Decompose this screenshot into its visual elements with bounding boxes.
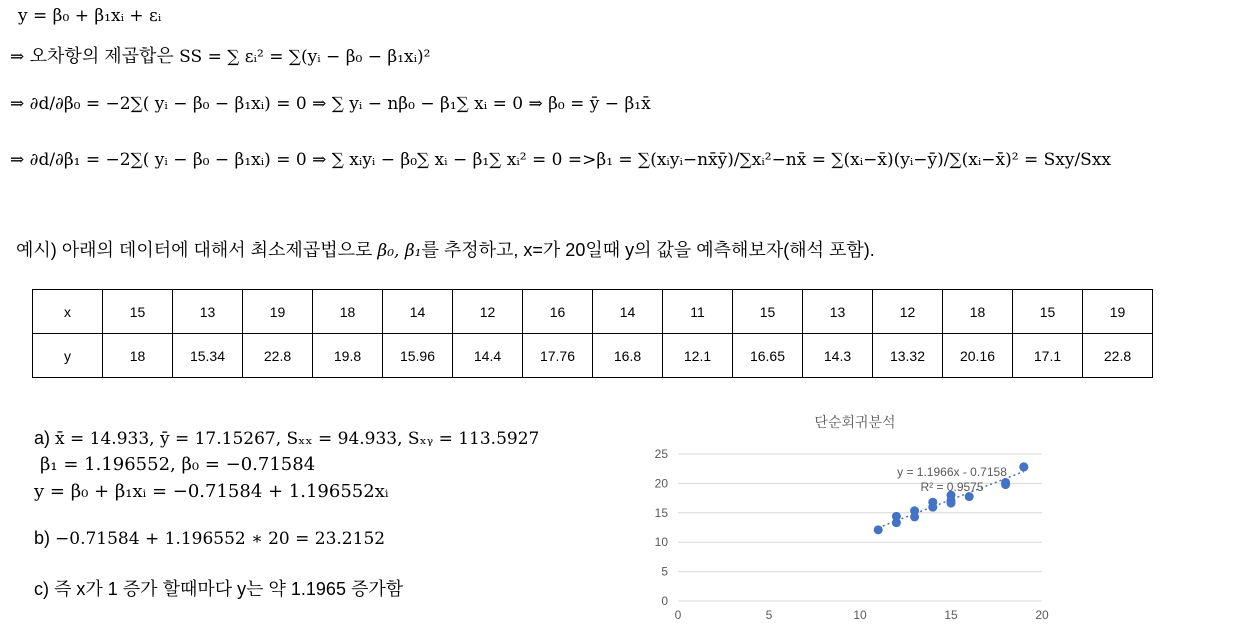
data-point	[928, 498, 937, 507]
y-cell: 15.34	[173, 334, 243, 378]
model-equation: y = β₀ + β₁xᵢ + εᵢ	[18, 6, 162, 26]
answer-b-label: b)	[34, 528, 56, 548]
x-cell: 19	[243, 290, 313, 334]
answer-c-label: c)	[34, 579, 54, 599]
ss-korean-text: 오차항의 제곱합은	[29, 46, 174, 66]
data-point	[910, 512, 919, 521]
y-tick-label: 0	[661, 594, 668, 608]
answer-a-stats: x̄ = 14.933, ȳ = 17.15267, Sₓₓ = 94.933, Sₓᵧ = 113.5927	[55, 429, 540, 449]
answer-a-line3: y = β₀ + β₁xᵢ = −0.71584 + 1.196552xᵢ	[34, 481, 389, 502]
x-cell: 18	[313, 290, 383, 334]
x-cell: 14	[383, 290, 453, 334]
derivative-beta0-equation: ⇒ ∂d/∂β₀ = −2∑( yᵢ − β₀ − β₁xᵢ) = 0 ⇒ ∑ yᵢ − nβ₀ − β₁∑ xᵢ = 0 ⇒ β₀ = ȳ − β₁x̄	[10, 94, 651, 114]
row-header-y: y	[33, 334, 103, 378]
example-params: β₀, β₁	[377, 241, 422, 261]
y-cell: 14.4	[453, 334, 523, 378]
y-cell: 22.8	[243, 334, 313, 378]
trendline-equation: y = 1.1966x - 0.7158	[897, 465, 1007, 479]
example-text-before: 예시) 아래의 데이터에 대해서 최소제곱법으로	[16, 240, 378, 260]
x-tick-label: 10	[853, 608, 867, 622]
chart-title: 단순회귀분석	[814, 414, 896, 430]
data-point	[874, 525, 883, 534]
answer-c	[34, 575, 403, 601]
data-point	[947, 496, 956, 505]
example-prompt	[16, 236, 875, 262]
y-cell: 13.32	[873, 334, 943, 378]
data-point	[892, 518, 901, 527]
y-cell: 12.1	[663, 334, 733, 378]
x-cell: 12	[873, 290, 943, 334]
answer-b-calc: −0.71584 + 1.196552 ∗ 20 = 23.2152	[55, 529, 386, 549]
y-tick-label: 20	[654, 476, 668, 491]
x-cell: 13	[803, 290, 873, 334]
answer-c-text: 즉 x가 1 증가 할때마다 y는 약 1.1965 증가함	[54, 579, 404, 599]
y-cell: 17.1	[1013, 334, 1083, 378]
y-cell: 17.76	[523, 334, 593, 378]
table-row-x	[33, 290, 1153, 334]
example-text-after: 를 추정하고, x=가 20일때 y의 값을 예측해보자(해석 포함).	[421, 240, 875, 260]
implies-arrow: ⇒	[10, 47, 30, 67]
x-cell: 16	[523, 290, 593, 334]
x-cell: 14	[593, 290, 663, 334]
ss-formula: SS = ∑ εᵢ² = ∑(yᵢ − β₀ − β₁xᵢ)²	[173, 47, 431, 67]
y-cell: 19.8	[313, 334, 383, 378]
answer-a-line1	[34, 428, 539, 449]
x-cell: 12	[453, 290, 523, 334]
y-tick-label: 25	[654, 447, 668, 461]
x-cell: 15	[1013, 290, 1083, 334]
ss-equation	[10, 42, 430, 68]
x-cell: 18	[943, 290, 1013, 334]
data-point	[1001, 478, 1010, 487]
answer-b	[34, 528, 385, 549]
y-cell: 16.8	[593, 334, 663, 378]
y-cell: 16.65	[733, 334, 803, 378]
x-cell: 13	[173, 290, 243, 334]
answer-a-label: a)	[34, 428, 56, 448]
data-table	[32, 289, 1153, 378]
y-cell: 20.16	[943, 334, 1013, 378]
x-cell: 19	[1083, 290, 1153, 334]
answer-a-line2: β₁ = 1.196552, β₀ = −0.71584	[40, 454, 316, 475]
y-cell: 14.3	[803, 334, 873, 378]
y-tick-label: 10	[654, 535, 668, 550]
data-point	[1019, 462, 1028, 471]
y-cell: 18	[103, 334, 173, 378]
x-tick-label: 15	[944, 608, 958, 622]
x-tick-label: 5	[765, 608, 773, 622]
derivative-beta1-equation: ⇒ ∂d/∂β₁ = −2∑( yᵢ − β₀ − β₁xᵢ) = 0 ⇒ ∑ xᵢyᵢ − β₀∑ xᵢ − β₁∑ xᵢ² = 0 =>β₁ = ∑(xᵢyᵢ−nx̄ȳ)/∑xᵢ²−nx̄ = ∑(xᵢ−x̄)(yᵢ−ȳ)/∑(xᵢ−x̄)² = Sxy/Sxx	[10, 150, 1111, 170]
table-row-y	[33, 334, 1153, 378]
y-tick-label: 5	[661, 564, 668, 579]
row-header-x: x	[33, 290, 103, 334]
y-cell: 15.96	[383, 334, 453, 378]
x-cell: 15	[103, 290, 173, 334]
y-cell: 22.8	[1083, 334, 1153, 378]
x-tick-label: 0	[674, 608, 682, 622]
x-cell: 11	[663, 290, 733, 334]
x-cell: 15	[733, 290, 803, 334]
scatter-chart	[640, 405, 1070, 626]
y-tick-label: 15	[654, 505, 668, 520]
trendline-r2: R² = 0.9575	[920, 480, 984, 494]
x-tick-label: 20	[1035, 608, 1049, 622]
